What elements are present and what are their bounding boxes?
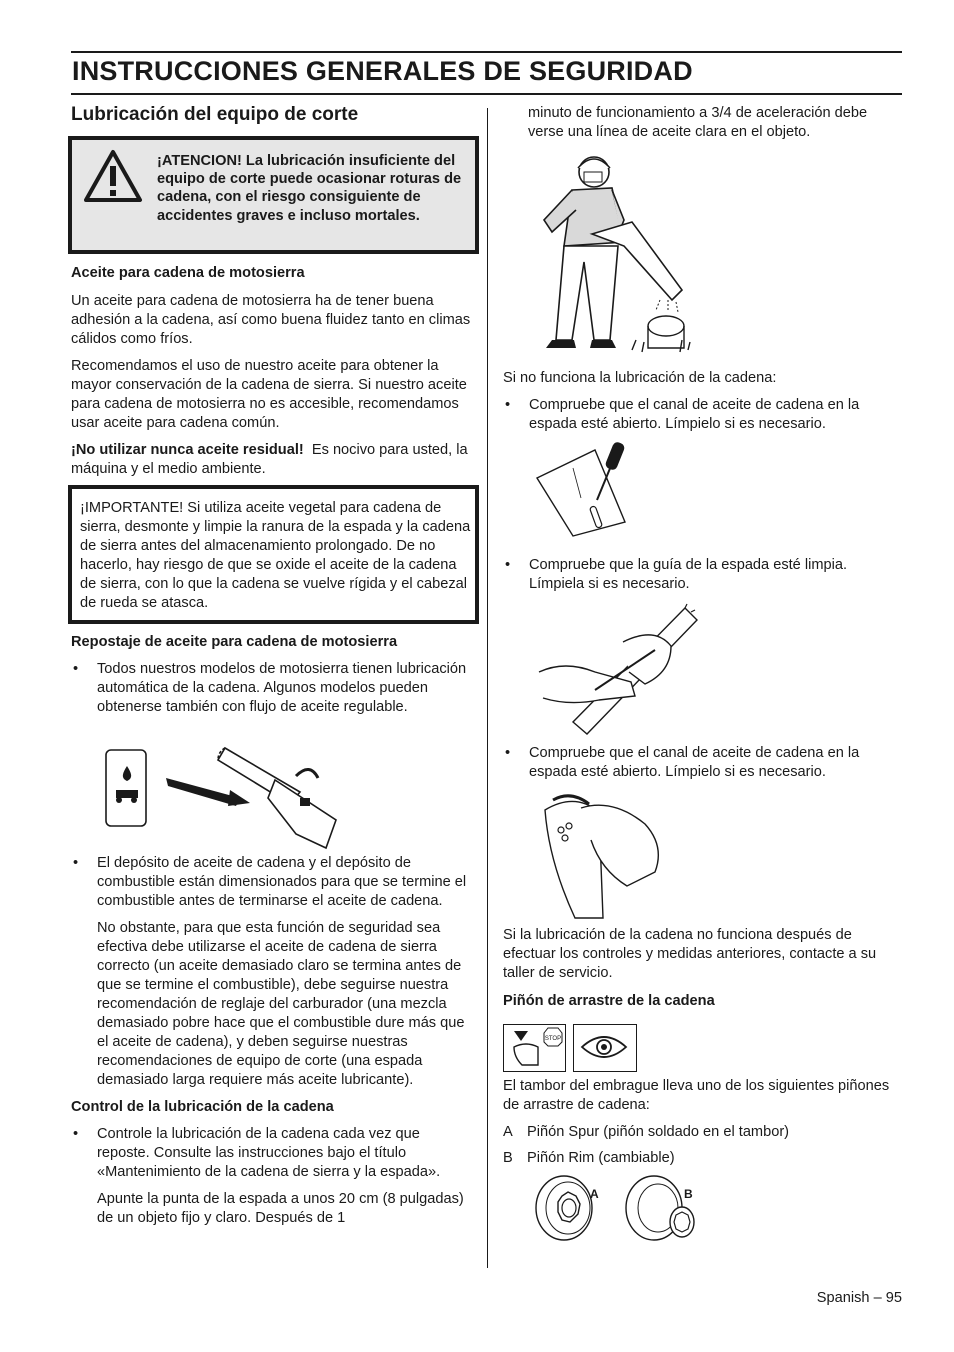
heading-refuel: Repostaje de aceite para cadena de motosierra (71, 634, 398, 650)
figure-label-b: B (684, 1187, 693, 1201)
list-marker: B (503, 1150, 513, 1166)
header-top-rule (71, 51, 902, 53)
paragraph: Un aceite para cadena de motosierra ha de tener buena adhesión a la cadena, así como buena fluidez tanto en climas cálidos como fríos. (71, 293, 471, 347)
important-box (68, 485, 479, 624)
paragraph: No obstante, para que esta función de seguridad sea efectiva debe utilizarse el aceite de cadena de sierra correcto (un aceite demasiado claro se termina antes de que se termine el combustible), debe seguirse nuestra recomendación de reglaje del carburador (una mezcla demasiado pobre hace que el combustible dure más que el aceite de cadena), y deben seguirse nuestras recomendaciones de equipo de corte (una espada demasiado larga requiere más aceite lubricante). (97, 920, 465, 1088)
list-item (71, 854, 471, 911)
list-item-text: Piñón Rim (cambiable) (527, 1150, 675, 1166)
bullet-icon: • (505, 397, 511, 413)
list-item-text: Todos nuestros modelos de motosierra tienen lubricación automática de la cadena. Algunos modelos pueden obtenerse también con flujo de aceite regulable. (97, 661, 467, 715)
bullet-icon: • (505, 745, 511, 761)
list-marker: A (503, 1124, 513, 1140)
bold-text: ¡No utilizar nunca aceite residual! (71, 442, 304, 458)
bar-oil-channel-illustration (533, 438, 643, 538)
paragraph: El tambor del embrague lleva uno de los siguientes piñones de arrastre de cadena: (503, 1078, 890, 1113)
warning-text: ¡ATENCION! La lubricación insuficiente del equipo de corte puede ocasionar roturas de cadena, con el riesgo consiguiente de accidentes graves e incluso mortales. (157, 153, 462, 224)
spur-sprocket-illustration (536, 1176, 592, 1240)
page-footer: Spanish – 95 (816, 1290, 902, 1306)
header-bottom-rule (71, 93, 902, 95)
list-item-text: El depósito de aceite de cadena y el depósito de combustible están dimensionados para que se termine el combustible antes de terminarse el aceite de cadena. (97, 855, 467, 909)
list-item-text: Compruebe que el canal de aceite de cadena en la espada esté abierto. Límpielo si es necesario. (529, 745, 860, 780)
warning-triangle-icon (82, 148, 144, 204)
list-item-text: Controle la lubricación de la cadena cada vez que reposte. Consulte las instrucciones bajo el título «Mantenimiento de la cadena de sierra y la espada». (97, 1126, 441, 1180)
column-divider (487, 108, 488, 1268)
list-item-text: Piñón Spur (piñón soldado en el tambor) (527, 1124, 790, 1140)
section-title: Lubricación del equipo de corte (71, 104, 359, 125)
paragraph (71, 441, 471, 479)
figure-label-a: A (590, 1187, 599, 1201)
list-item (503, 1123, 903, 1142)
bullet-icon: • (73, 855, 79, 871)
text: Es nocivo para usted, la máquina y el medio ambiente. (71, 442, 468, 477)
sprocket-illustrations (534, 1172, 704, 1244)
list-item (71, 660, 471, 717)
list-item (71, 1125, 471, 1182)
warning-box (68, 136, 479, 254)
heading-lubrication-control: Control de la lubricación de la cadena (71, 1099, 334, 1115)
stop-engine-symbol (503, 1024, 566, 1072)
list-item-text: Compruebe que el canal de aceite de cadena en la espada esté abierto. Límpielo si es necesario. (529, 397, 860, 432)
stop-text: STOP (544, 1036, 562, 1042)
page-title: INSTRUCCIONES GENERALES DE SEGURIDAD (72, 56, 693, 86)
heading-drive-sprocket: Piñón de arrastre de la cadena (503, 993, 715, 1009)
paragraph: Apunte la punta de la espada a unos 20 cm (8 pulgadas) de un objeto fijo y claro. Después de 1 (97, 1191, 464, 1226)
bullet-icon: • (505, 557, 511, 573)
list-item (503, 744, 903, 782)
stop-hand-icon (504, 1025, 564, 1070)
paragraph: Recomendamos el uso de nuestro aceite para obtener la mayor conservación de la cadena de sierra. Si nuestro aceite para cadena de motosierra no es accesible, recomendamos usar aceite para cadena común. (71, 358, 467, 431)
heading-chain-oil: Aceite para cadena de motosierra (71, 265, 305, 281)
bar-groove-cleaning-illustration (535, 602, 700, 737)
paragraph: minuto de funcionamiento a 3/4 de aceleración debe verse una línea de aceite clara en el objeto. (528, 105, 868, 140)
paragraph: Si no funciona la lubricación de la cadena: (503, 370, 777, 386)
bullet-icon: • (73, 1126, 79, 1142)
bullet-icon: • (73, 661, 79, 677)
list-item (503, 1149, 903, 1168)
bar-nose-oil-hole-illustration (535, 790, 667, 920)
rim-sprocket-illustration (626, 1176, 694, 1240)
important-text: ¡IMPORTANTE! Si utiliza aceite vegetal para cadena de sierra, desmonte y limpie la ranura de la espada y la cadena de sierra antes del almacenamiento prolongado. De no hacerlo, hay riesgo de que se oxide el aceite de la cadena de sierra, con lo que la cadena se vuelve rígida y el cabezal de rueda se atasca. (80, 500, 471, 611)
list-item (503, 396, 903, 434)
paragraph: Si la lubricación de la cadena no funciona después de efectuar los controles y medidas anteriores, contacte a su taller de servicio. (503, 927, 877, 981)
list-item (503, 556, 903, 594)
operator-testing-lubrication-illustration (532, 150, 692, 360)
eye-protection-symbol (573, 1024, 637, 1072)
eye-icon (574, 1025, 635, 1070)
oil-refill-illustration (100, 740, 345, 855)
list-item-text: Compruebe que la guía de la espada esté limpia. Límpiela si es necesario. (529, 557, 848, 592)
